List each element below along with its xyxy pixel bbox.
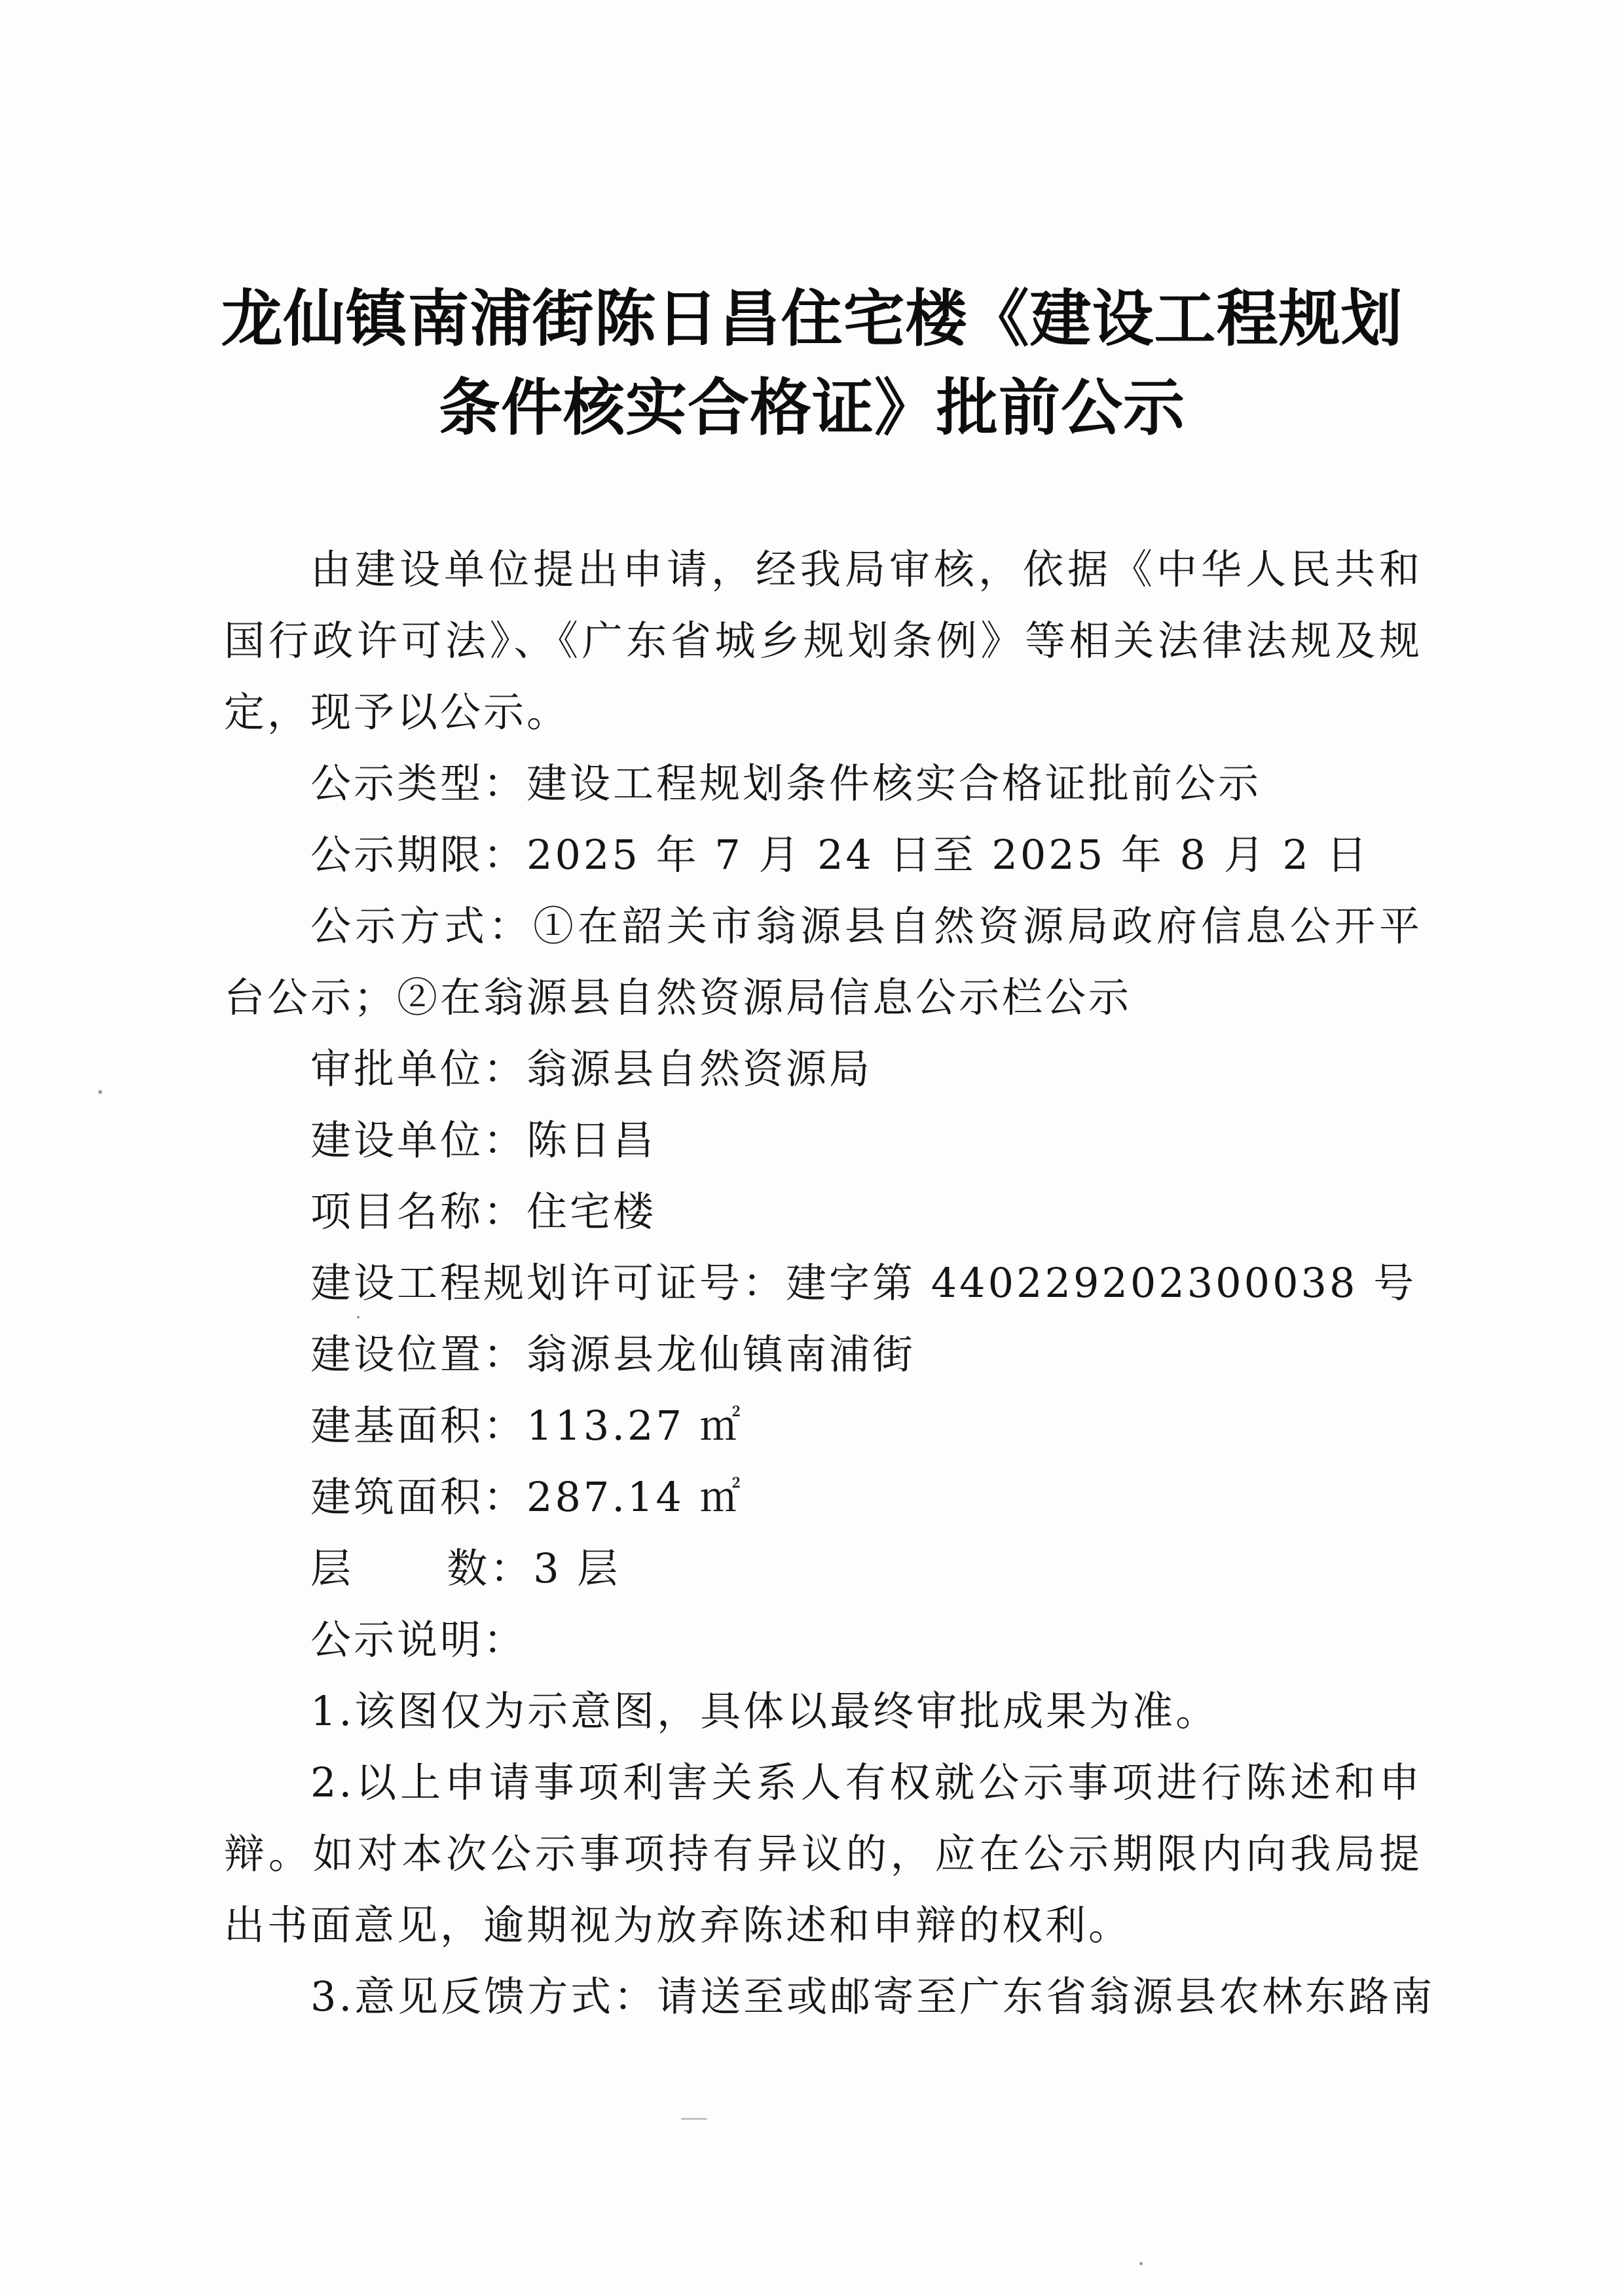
notice-method: 公示方式：①在韶关市翁源县自然资源局政府信息公开平台公示；②在翁源县自然资源局信息公示栏公示 (224, 902, 1422, 1021)
floor-count: 层 数：3 层 (310, 1544, 621, 1592)
scan-speck (681, 2118, 707, 2120)
floor-area: 建筑面积：287.14 ㎡ (310, 1473, 743, 1521)
document-title (196, 275, 1428, 453)
note-1: 1.该图仅为示意图，具体以最终审批成果为准。 (310, 1687, 1219, 1735)
title-line-2: 条件核实合格证》批前公示 (438, 373, 1185, 444)
scan-speck (1139, 2262, 1143, 2265)
title-line-1: 龙仙镇南浦街陈日昌住宅楼《建设工程规划 (221, 283, 1403, 355)
notice-type: 公示类型：建设工程规划条件核实合格证批前公示 (310, 759, 1262, 807)
note-2: 2.以上申请事项利害关系人有权就公示事项进行陈述和申辩。如对本次公示事项持有异议的，应在公示期限内向我局提出书面意见，逾期视为放弃陈述和申辩的权利。 (224, 1758, 1422, 1949)
base-area: 建基面积：113.27 ㎡ (310, 1402, 743, 1449)
construction-unit: 建设单位：陈日昌 (310, 1116, 657, 1164)
document-body (224, 534, 1435, 2032)
note-3: 3.意见反馈方式：请送至或邮寄至广东省翁源县农林东路南 (310, 1973, 1435, 2020)
permit-number: 建设工程规划许可证号：建字第 440229202300038 号 (310, 1259, 1417, 1307)
construction-location: 建设位置：翁源县龙仙镇南浦街 (310, 1330, 916, 1378)
notice-period: 公示期限：2025 年 7 月 24 日至 2025 年 8 月 2 日 (310, 831, 1370, 879)
project-name: 项目名称：住宅楼 (310, 1188, 657, 1235)
notes-heading: 公示说明： (310, 1616, 527, 1664)
scan-speck (98, 1090, 102, 1094)
approval-unit: 审批单位：翁源县自然资源局 (310, 1045, 873, 1093)
intro-paragraph: 由建设单位提出申请，经我局审核，依据《中华人民共和国行政许可法》、《广东省城乡规划条例》等相关法律法规及规定，现予以公示。 (224, 545, 1422, 736)
scan-speck (357, 1316, 360, 1319)
